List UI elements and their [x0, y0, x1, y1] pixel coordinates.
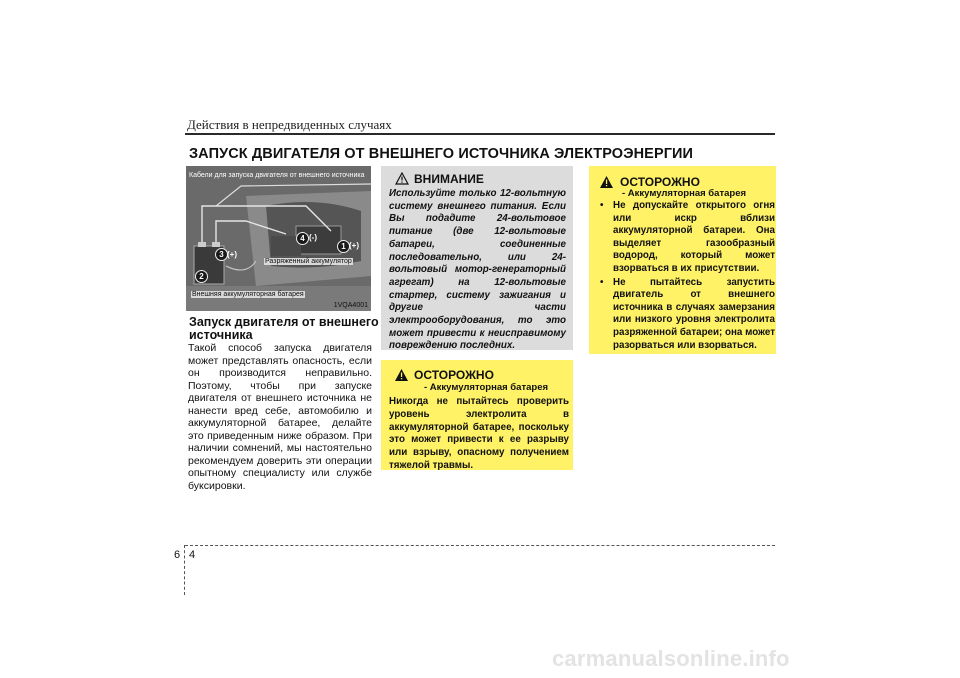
callout-4: 4 [296, 232, 309, 245]
list-item: • Не пытайтесь запустить двигатель от внешнего источника в случаях замерзания или низкого уровня электролита разряженной батареи; она может разорваться или взорваться. [597, 277, 775, 353]
caution-subtitle: - Аккумуляторная батарея [424, 382, 549, 393]
caution-box-electrolyte [381, 360, 573, 470]
chapter-number: 6 [174, 549, 181, 561]
jump-start-illustration [186, 166, 371, 311]
page-title: ЗАПУСК ДВИГАТЕЛЯ ОТ ВНЕШНЕГО ИСТОЧНИКА ЭЛЕКТРОЭНЕРГИИ [189, 146, 694, 162]
label-discharged-battery: Разряженный аккумулятор [265, 258, 352, 265]
list-item: • Не допускайте открытого огня или искр вблизи аккумуляторной батареи. Она выделяет газообразный водород, который может взорваться в их присутствии. [597, 200, 775, 276]
page-number: 4 [189, 549, 196, 561]
watermark: carmanualsonline.info [552, 646, 790, 671]
section-header: Действия в непредвиденных случаях [187, 117, 392, 132]
callout-1: 1 [337, 240, 350, 253]
callout-3: 3 [215, 248, 228, 261]
label-jumper-cables: Кабели для запуска двигателя от внешнего источника [189, 172, 365, 179]
attention-text: Используйте только 12-вольтную систему внешнего питания. Если Вы подадите 24-вольтовое питание (две 12-вольтовые батареи, соединенные последовательно, или 24-вольтовый мотор-генераторный агрегат) на 12-вольтовые стартер, систему зажигания и другие части электрооборудования, то это может привести к неисправимому повреждению последних. [389, 188, 566, 352]
attention-box [381, 166, 573, 350]
body-paragraph: Такой способ запуска двигателя может представлять опасность, если он производится неправильно. Поэтому, чтобы при запуске двигателя от внешнего источника не нанести вред себе, автомобилю и аккумуляторной батарее, делайте это приведенным ниже образом. При наличии сомнений, мы настоятельно рекомендуем доверить эти операции опытному специалисту или службе буксировки. [188, 342, 372, 492]
footer-divider [184, 545, 185, 595]
caution-box-battery [589, 166, 776, 354]
caution-title: ОСТОРОЖНО [620, 175, 700, 189]
caution-subtitle: - Аккумуляторная батарея [622, 188, 747, 199]
engine-bay-drawing [186, 166, 371, 311]
sign-plus-discharged: (+) [349, 241, 359, 250]
subheading: Запуск двигателя от внешнего источника [189, 315, 379, 342]
caution-text: Никогда не пытайтесь проверить уровень электролита в аккумуляторной батарее, поскольку это может привести к ее разрыву или взрыву, опасному получением тяжелой травмы. [389, 396, 569, 471]
warning-triangle-icon [394, 368, 409, 382]
warning-triangle-icon [395, 172, 409, 185]
caution-title: ОСТОРОЖНО [414, 368, 494, 382]
footer-rule [185, 545, 775, 546]
warning-triangle-icon [599, 175, 614, 189]
sign-minus: (-) [309, 233, 317, 242]
caution-list [597, 200, 775, 353]
label-external-battery: Внешняя аккумуляторная батарея [192, 291, 304, 298]
header-rule [185, 133, 775, 135]
attention-title: ВНИМАНИЕ [414, 172, 484, 186]
sign-plus-external: (+) [227, 250, 237, 259]
figure-code: 1VQA4001 [333, 302, 368, 309]
callout-2: 2 [195, 270, 208, 283]
